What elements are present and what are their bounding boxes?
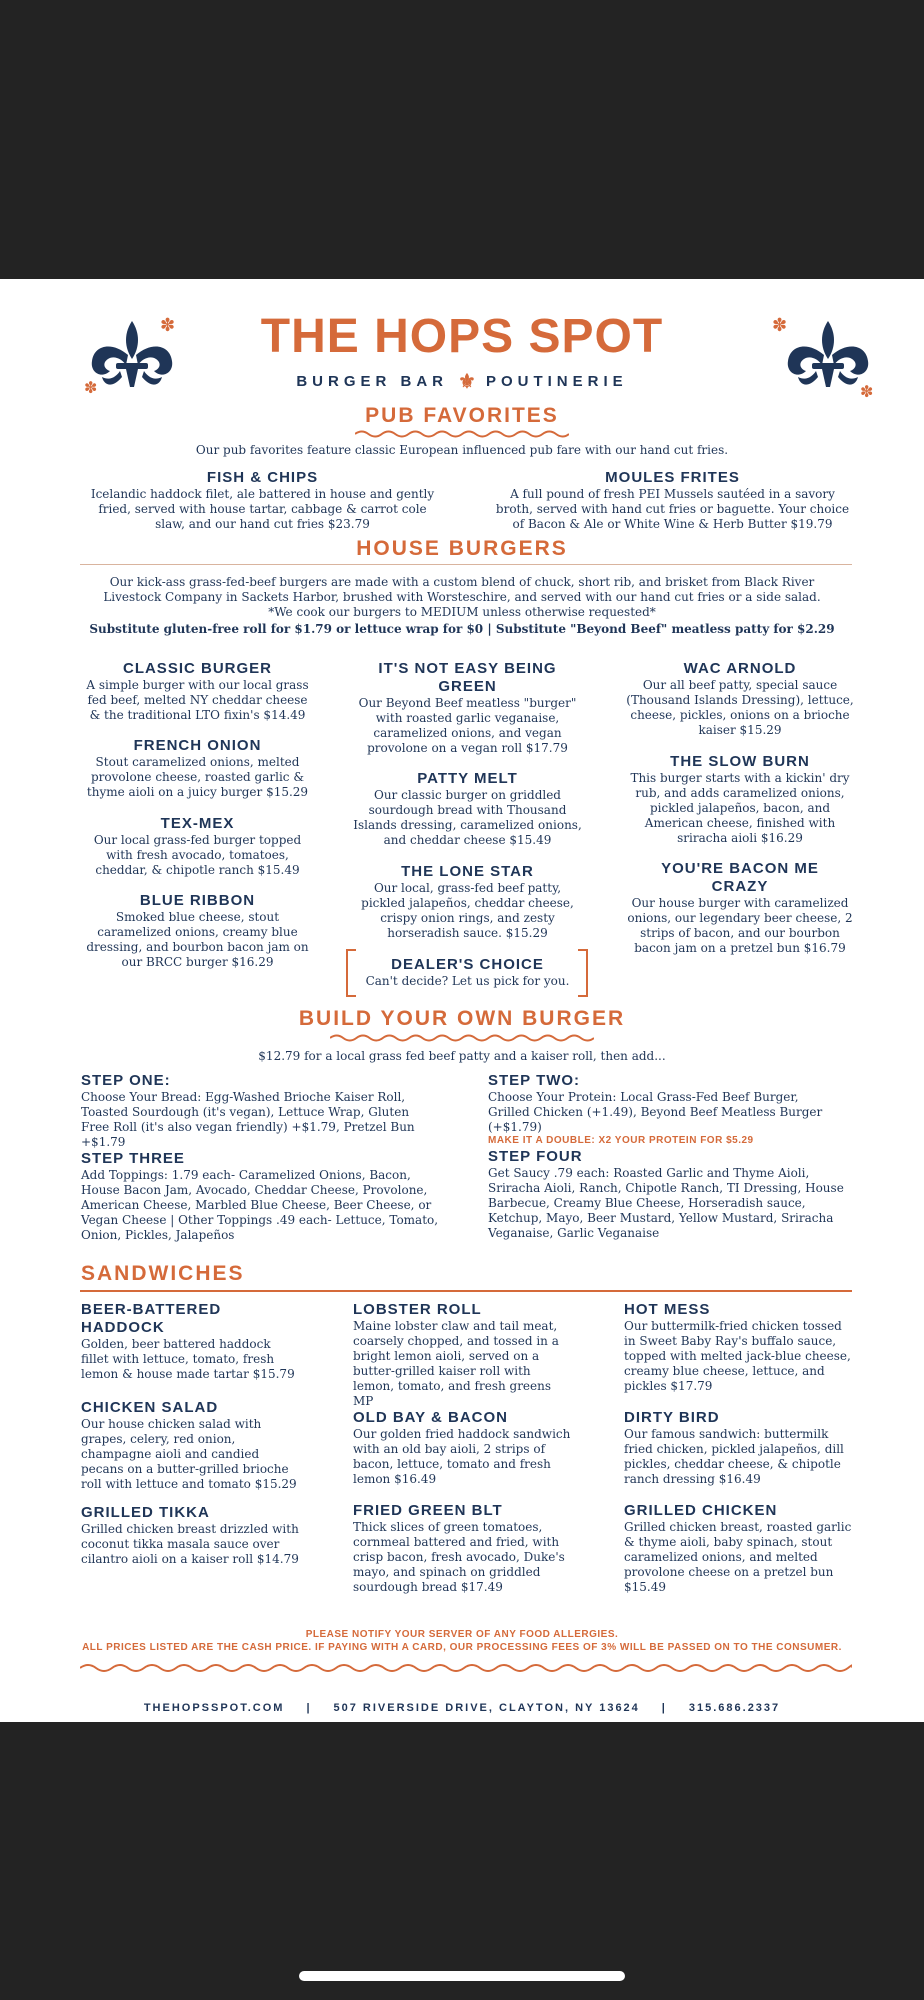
bracket-left	[346, 949, 356, 997]
substitute-note: Substitute gluten-free roll for $1.79 or lettuce wrap for $0 | Substitute "Beyond Beef" meatless patty for $2.29	[89, 622, 835, 636]
menu-item	[624, 1502, 854, 1595]
item-description: Our golden fried haddock sandwich with an old bay aioli, 2 strips of bacon, lettuce, tomato and fresh lemon $16.49	[353, 1427, 571, 1486]
item-description: Our Beyond Beef meatless "burger" with roasted garlic veganaise, caramelized onions, and vegan provolone on a vegan roll $17.79	[358, 696, 577, 755]
menu-item	[85, 737, 310, 800]
home-indicator[interactable]	[299, 1971, 625, 1981]
step-name: STEP ONE:	[81, 1072, 171, 1089]
wave-divider	[80, 1662, 852, 1674]
item-name: BEER-BATTERED HADDOCK	[81, 1301, 222, 1336]
item-name: THE LONE STAR	[401, 863, 534, 880]
menu-item	[350, 863, 585, 941]
item-description: Our house chicken salad with grapes, celery, red onion, champagne aioli and candied pecans on a butter-grilled brioche roll with lettuce and tomato $15.29	[81, 1417, 297, 1491]
footer	[0, 1702, 924, 1714]
item-description: Our classic burger on griddled sourdough bread with Thousand Islands dressing, caramelized onions, and cheddar cheese $15.49	[353, 788, 582, 847]
allergy-notice: PLEASE NOTIFY YOUR SERVER OF ANY FOOD ALLERGIES.	[305, 1629, 619, 1640]
item-description: Our house burger with caramelized onions, our legendary beer cheese, 2 strips of bacon, and our bourbon bacon jam on a pretzel bun $16.79	[627, 896, 853, 955]
menu-item	[625, 660, 855, 738]
footer-separator: |	[661, 1702, 667, 1714]
step-description: Get Saucy .79 each: Roasted Garlic and Thyme Aioli, Sriracha Aioli, Ranch, Chipotle Ranch, TI Dressing, House Barbecue, Creamy Blue Cheese, Horseradish sauce, Ketchup, Mayo, Beer Mustard, Yellow Mustard, Sriracha Veganaise, Garlic Veganaise	[488, 1166, 844, 1240]
pub-favorites-intro: Our pub favorites feature classic European influenced pub fare with our hand cut fries.	[195, 443, 729, 457]
item-name: DEALER'S CHOICE	[391, 956, 544, 973]
item-description: Can't decide? Let us pick for you.	[365, 974, 570, 988]
item-name: CLASSIC BURGER	[122, 660, 272, 677]
item-description: Our all beef patty, special sauce (Thousand Islands Dressing), lettuce, cheese, pickles, onions on a brioche kaiser $15.29	[626, 678, 854, 737]
wave-divider	[355, 429, 569, 439]
menu-item	[490, 469, 855, 532]
bracket-right	[578, 949, 588, 997]
subtitle-right: POUTINERIE	[485, 373, 628, 390]
house-burgers-intro-3: *We cook our burgers to MEDIUM unless otherwise requested*	[268, 605, 656, 619]
asterisk-flower-icon: ✽	[84, 378, 98, 397]
sandwiches-title: SANDWICHES	[81, 1262, 245, 1285]
phone-number[interactable]: 315.686.2337	[688, 1702, 781, 1714]
fleur-de-lis-icon: ⚜	[458, 371, 476, 393]
asterisk-flower-icon: ✽	[160, 315, 176, 336]
menu-item	[353, 1301, 573, 1409]
house-burgers-title: HOUSE BURGERS	[356, 537, 568, 560]
item-description: Golden, beer battered haddock fillet with lettuce, tomato, fresh lemon & house made tartar $15.79	[81, 1337, 295, 1381]
item-name: CHICKEN SALAD	[81, 1399, 219, 1416]
build-your-own-intro: $12.79 for a local grass fed beef patty and a kaiser roll, then add...	[258, 1049, 666, 1063]
item-name: GRILLED TIKKA	[81, 1504, 210, 1521]
menu-item-dealers-choice	[360, 956, 575, 989]
item-name: DIRTY BIRD	[624, 1409, 720, 1426]
step-name: STEP FOUR	[488, 1148, 583, 1165]
menu-item	[353, 1502, 573, 1595]
step-name: STEP THREE	[81, 1150, 185, 1167]
item-description: Maine lobster claw and tail meat, coarsely chopped, and tossed in a bright lemon aioli, served on a butter-grilled kaiser roll with lemon, tomato, and fresh greens MP	[353, 1319, 559, 1408]
item-name: LOBSTER ROLL	[353, 1301, 482, 1318]
step-description: Add Toppings: 1.79 each- Caramelized Onions, Bacon, House Bacon Jam, Avocado, Cheddar Cheese, Provolone, American Cheese, Marbled Blue Cheese, Beer Cheese, or Vegan Cheese | Other Toppings .49 each- Lettuce, Tomato, Onion, Pickles, Jalapeños	[81, 1168, 439, 1242]
step-one	[81, 1072, 441, 1150]
address: 507 RIVERSIDE DRIVE, CLAYTON, NY 13624	[333, 1702, 640, 1714]
step-description: Choose Your Protein: Local Grass-Fed Beef Burger, Grilled Chicken (+1.49), Beyond Beef Meatless Burger (+$1.79)	[488, 1090, 823, 1134]
item-name: THE SLOW BURN	[670, 753, 810, 770]
step-name: STEP TWO:	[488, 1072, 581, 1089]
item-name: FRENCH ONION	[133, 737, 262, 754]
item-description: Thick slices of green tomatoes, cornmeal battered and fried, with crisp bacon, fresh avocado, Duke's mayo, and spinach on griddled sourdough bread $17.49	[353, 1520, 565, 1594]
divider	[80, 1290, 852, 1292]
item-name: FRIED GREEN BLT	[353, 1502, 503, 1519]
restaurant-subtitle	[0, 369, 924, 394]
item-name: WAC ARNOLD	[683, 660, 797, 677]
step-description: Choose Your Bread: Egg-Washed Brioche Kaiser Roll, Toasted Sourdough (it's vegan), Lettuce Wrap, Gluten Free Roll (it's also vegan friendly) +$1.79, Pretzel Bun +$1.79	[81, 1090, 415, 1149]
item-description: Stout caramelized onions, melted provolone cheese, roasted garlic & thyme aioli on a juicy burger $15.29	[86, 755, 309, 799]
item-name: HOT MESS	[624, 1301, 711, 1318]
asterisk-flower-icon: ✽	[772, 315, 788, 336]
item-description: Our buttermilk-fried chicken tossed in Sweet Baby Ray's buffalo sauce, topped with melted jack-blue cheese, creamy blue cheese, lettuce, and pickles $17.79	[624, 1319, 851, 1393]
pub-favorites-title: PUB FAVORITES	[365, 404, 559, 427]
item-description: A full pound of fresh PEI Mussels sautéed in a savory broth, served with hand cut fries or baguette. Your choice of Bacon & Ale or White Wine & Herb Butter $19.79	[495, 487, 850, 531]
menu-item	[350, 770, 585, 848]
item-description: A simple burger with our local grass fed beef, melted NY cheddar cheese & the traditional LTO fixin's $14.49	[86, 678, 309, 722]
house-burgers-intro-2: Livestock Company in Sackets Harbor, brushed with Worsteschire, and served with our hand cut fries or a side salad.	[103, 590, 821, 604]
menu-item	[353, 1409, 573, 1487]
item-description: Icelandic haddock filet, ale battered in house and gently fried, served with house tartar, cabbage & carrot cole slaw, and our hand cut fries $23.79	[90, 487, 435, 531]
footer-separator: |	[306, 1702, 312, 1714]
step-three	[81, 1150, 441, 1243]
item-description: Our local grass-fed burger topped with fresh avocado, tomatoes, cheddar, & chipotle ranch $15.49	[93, 833, 302, 877]
item-description: Our famous sandwich: buttermilk fried chicken, pickled jalapeños, dill pickles, cheddar cheese, & chipotle ranch dressing $16.49	[624, 1427, 844, 1486]
card-fee-notice: ALL PRICES LISTED ARE THE CASH PRICE. IF PAYING WITH A CARD, OUR PROCESSING FEES OF 3% WILL BE PASSED ON TO THE CONSUMER.	[82, 1642, 842, 1653]
item-name: MOULES FRITES	[605, 469, 740, 486]
item-name: IT'S NOT EASY BEING GREEN	[378, 660, 557, 695]
menu-item	[81, 1399, 301, 1492]
item-name: YOU'RE BACON ME CRAZY	[661, 860, 819, 895]
item-name: FISH & CHIPS	[206, 469, 319, 486]
menu-item	[85, 815, 310, 878]
divider	[80, 564, 852, 565]
menu-item	[85, 660, 310, 723]
subtitle-left: BURGER BAR	[296, 373, 449, 390]
item-name: OLD BAY & BACON	[353, 1409, 509, 1426]
item-name: TEX-MEX	[160, 815, 235, 832]
build-your-own-title: BUILD YOUR OWN BURGER	[298, 1007, 626, 1030]
menu-item	[624, 1301, 854, 1394]
asterisk-flower-icon: ✽	[860, 382, 874, 401]
menu-item	[625, 860, 855, 956]
menu-item	[350, 660, 585, 756]
menu-item	[85, 892, 310, 970]
menu-item	[81, 1301, 301, 1382]
item-description: Grilled chicken breast drizzled with coconut tikka masala sauce over cilantro aioli on a kaiser roll $14.79	[81, 1522, 299, 1566]
make-it-a-double-note: MAKE IT A DOUBLE: X2 YOUR PROTEIN FOR $5.29	[488, 1135, 754, 1146]
menu-item	[81, 1504, 301, 1567]
item-description: This burger starts with a kickin' dry rub, and adds caramelized onions, pickled jalapeños, bacon, and American cheese, finished with sriracha aioli $16.29	[630, 771, 850, 845]
item-description: Grilled chicken breast, roasted garlic & thyme aioli, baby spinach, stout caramelized onions, and melted provolone cheese on a pretzel bun $15.49	[624, 1520, 852, 1594]
item-description: Our local, grass-fed beef patty, pickled jalapeños, cheddar cheese, crispy onion rings, and zesty horseradish sauce. $15.29	[361, 881, 574, 940]
menu-item	[90, 469, 435, 532]
website-link[interactable]: THEHOPSSPOT.COM	[143, 1702, 285, 1714]
step-two	[488, 1072, 838, 1146]
house-burgers-intro-1: Our kick-ass grass-fed-beef burgers are made with a custom blend of chuck, short rib, and brisket from Black River	[109, 575, 815, 589]
restaurant-title: THE HOPS SPOT	[260, 310, 664, 363]
step-four	[488, 1148, 848, 1241]
item-description: Smoked blue cheese, stout caramelized onions, creamy blue dressing, and bourbon bacon jam on our BRCC burger $16.29	[86, 910, 309, 969]
menu-item	[625, 753, 855, 846]
item-name: GRILLED CHICKEN	[624, 1502, 778, 1519]
item-name: PATTY MELT	[417, 770, 518, 787]
menu-item	[624, 1409, 854, 1487]
menu-page	[0, 279, 924, 1722]
wave-divider	[330, 1033, 594, 1043]
item-name: BLUE RIBBON	[139, 892, 256, 909]
